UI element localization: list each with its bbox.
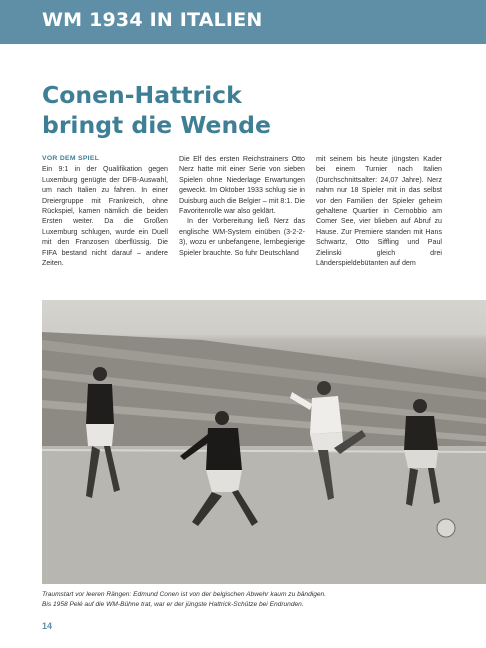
article-body xyxy=(42,154,442,284)
paragraph: In der Vorbereitung ließ Nerz das englische WM-System einüben (3-2-2-3), wozu er unbefangene, lernbegierige Spieler brauchte. So fuhr Deutschland xyxy=(179,217,305,257)
football xyxy=(437,519,455,537)
paragraph: Ein 9:1 in der Qualifikation gegen Luxemburg genügte der DFB-Auswahl, um nach Italien zu fahren. In einer Dreiergruppe mit Frankreich, ohne Rückspiel, kamen nämlich die beiden Ersten weiter. Da die Großen Luxemburg schlugen, wurde ein Duell mit den Franzosen überflüssig. Die FIFA bestand nicht darauf – andere Zeiten. xyxy=(42,165,168,268)
page-number: 14 xyxy=(42,621,53,631)
paragraph: Die Elf des ersten Reichstrainers Otto Nerz hatte mit einer Serie von sieben Spielen ohne Niederlage Erwartungen geweckt. Im Oktober 1933 schlug sie in Duisburg auch die Belgier – mit 8:1. Die Favoritenrolle war also geklärt. xyxy=(179,155,305,216)
football-scene-illustration xyxy=(42,300,486,584)
text-column-2 xyxy=(179,154,305,284)
section-kicker: VOR DEM SPIEL xyxy=(42,155,100,162)
headline-line-2: bringt die Wende xyxy=(42,111,271,139)
caption-line-1: Traumstart vor leeren Rängen: Edmund Conen ist von der belgischen Abwehr kaum zu bändigen. xyxy=(42,591,327,598)
chapter-title: WM 1934 IN ITALIEN xyxy=(42,9,263,31)
text-column-1 xyxy=(42,154,168,284)
article-headline xyxy=(42,80,462,140)
headline-line-1: Conen-Hattrick xyxy=(42,81,242,109)
photo-caption xyxy=(42,590,472,609)
text-column-3 xyxy=(316,154,442,284)
paragraph: mit seinem bis heute jüngsten Kader bei einem Turnier nach Italien (Durchschnittsalter: 24,07 Jahre). Nerz nahm nur 18 Spieler mit in das selbst vor den Familien der Spieler geheim gehaltene Quartier in Cernobbio am Comer See, vier blieben auf Abruf zu Hause. Zur Premiere standen mit Hans Schwartz, Otto Siffling und Paul Zielinski gleich drei Länderspieldebütanten auf dem xyxy=(316,155,442,268)
header-bar xyxy=(0,0,486,44)
caption-line-2: Bis 1958 Pelé auf die WM-Bühne trat, war er der jüngste Hattrick-Schütze bei Endrunden. xyxy=(42,600,304,608)
match-photo xyxy=(42,300,486,584)
